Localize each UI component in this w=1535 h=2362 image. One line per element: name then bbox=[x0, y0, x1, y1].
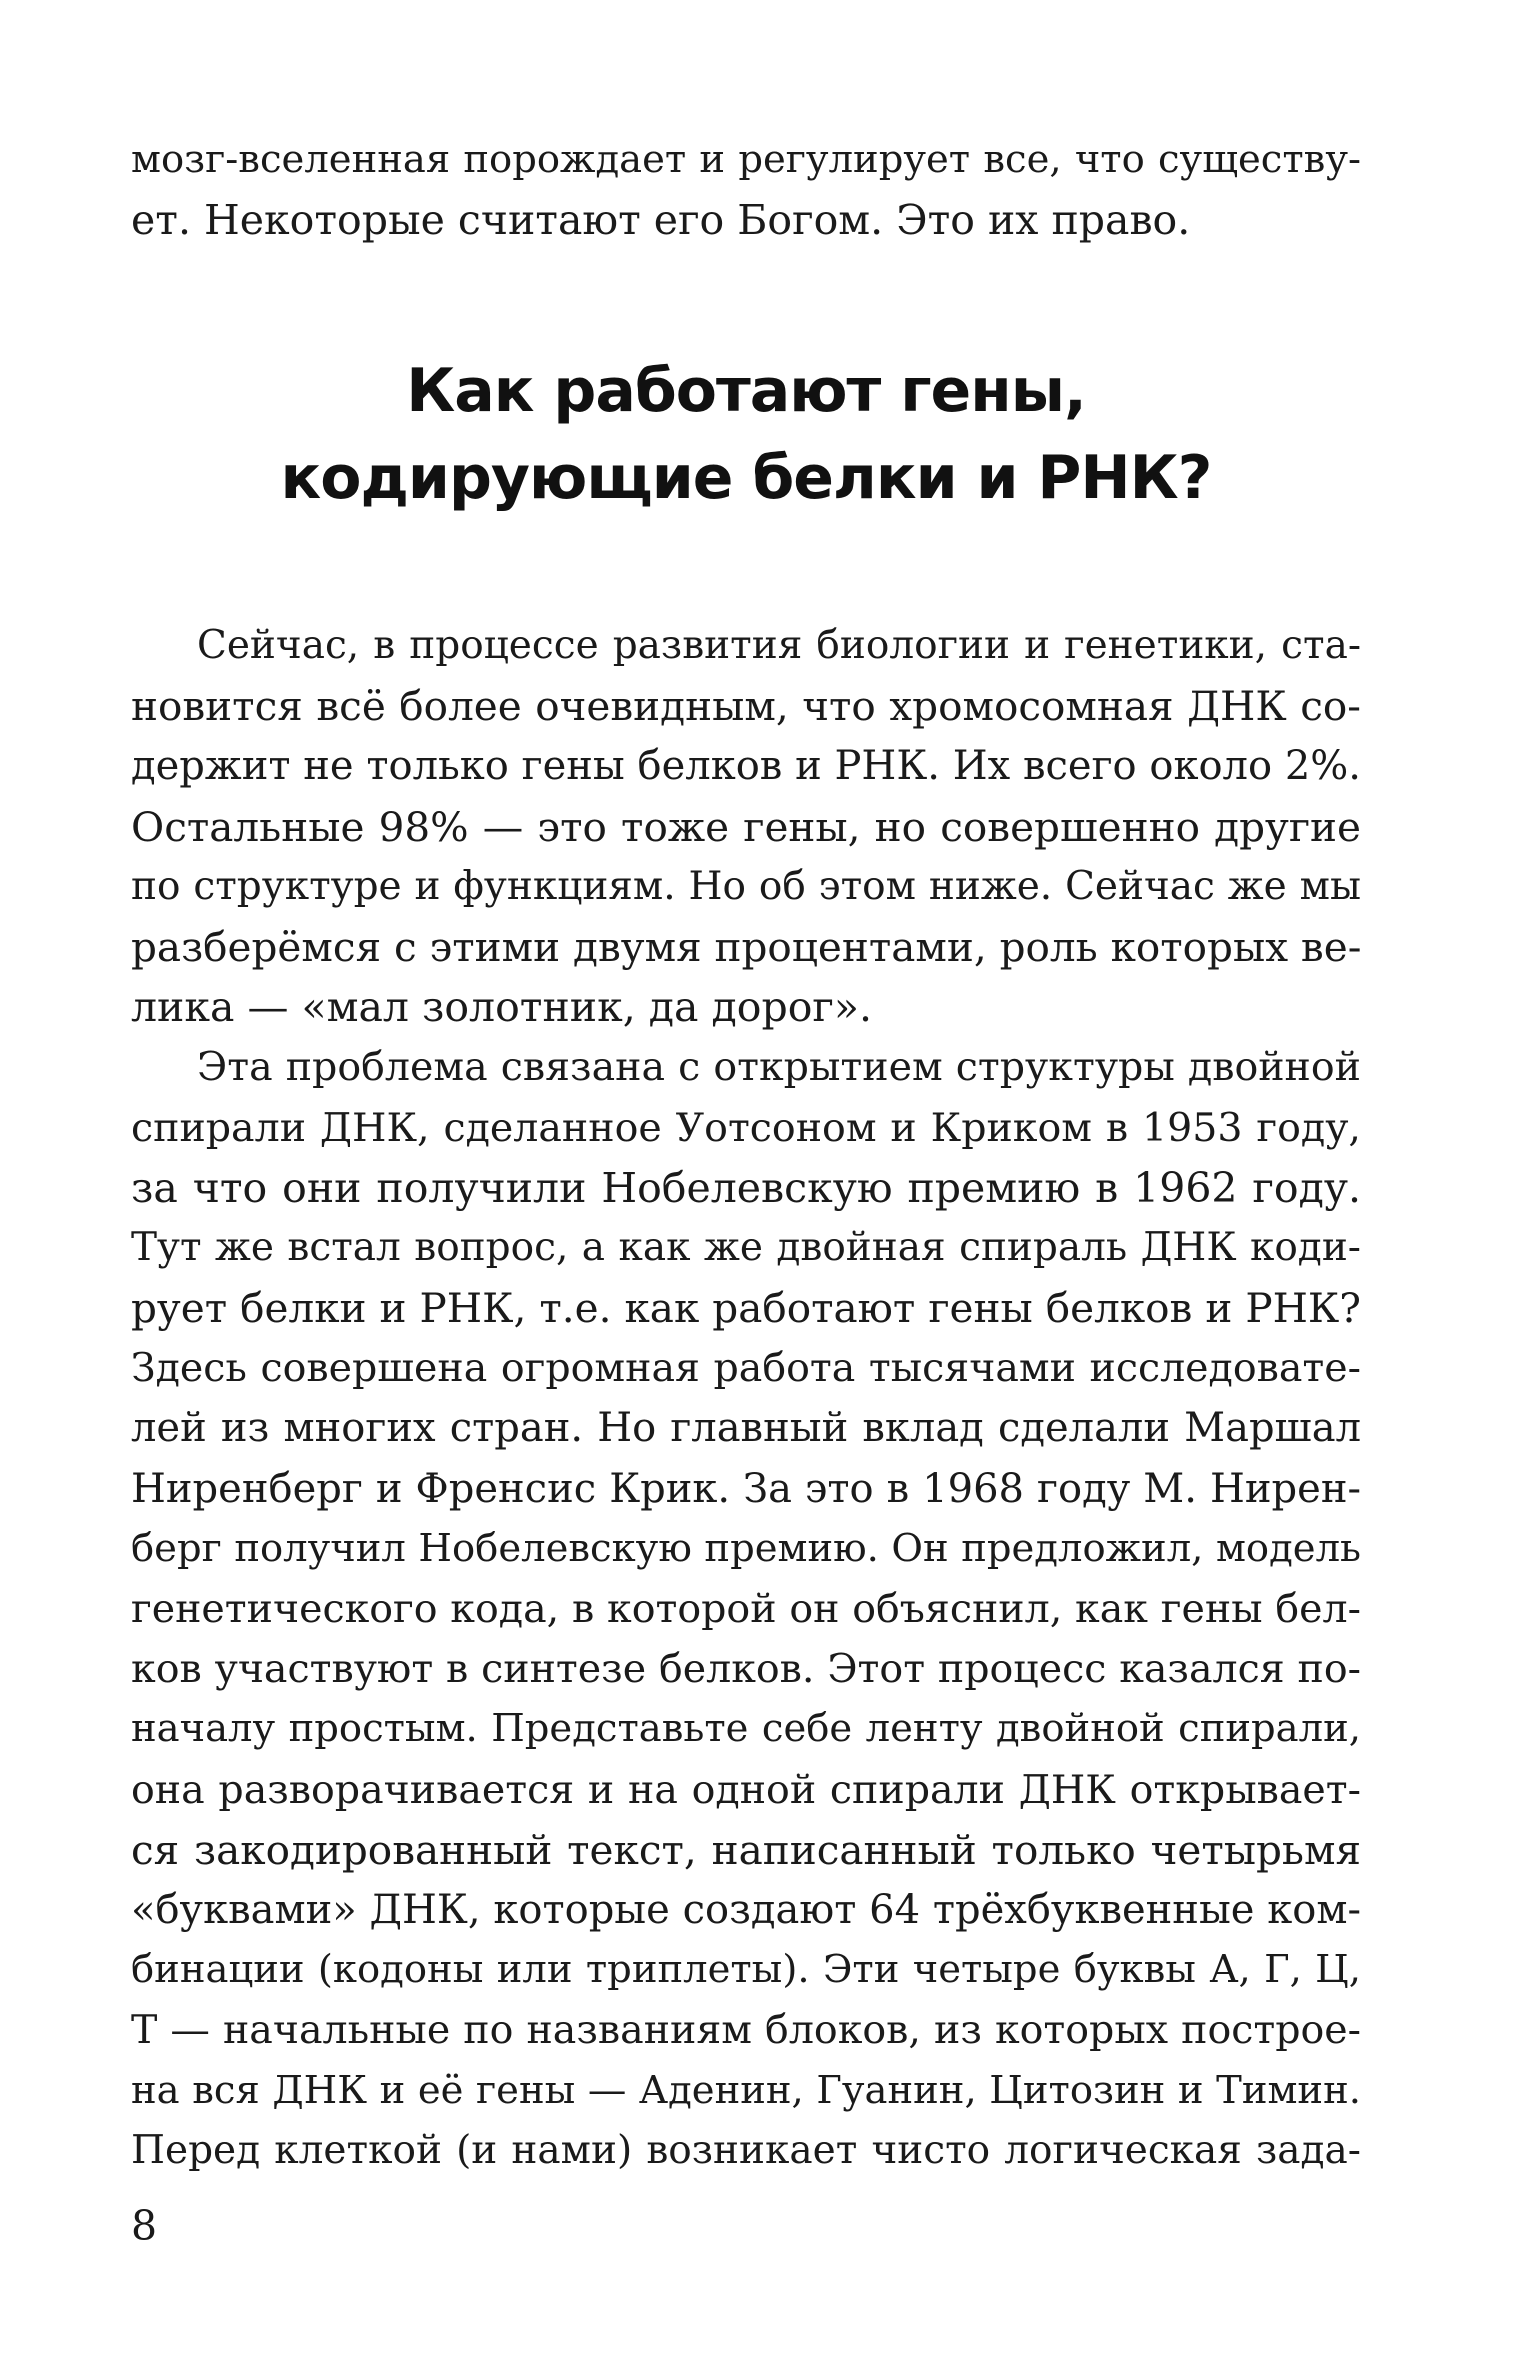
text-line: новится всё более очевидным, что хромосомная ДНК со- bbox=[131, 682, 1361, 731]
text-line: генетического кода, в которой он объяснил, как гены бел- bbox=[131, 1586, 1361, 1632]
text-line: берг получил Нобелевскую премию. Он предложил, модель bbox=[131, 1525, 1361, 1571]
text-line: на вся ДНК и её гены — Аденин, Гуанин, Цитозин и Тимин. bbox=[131, 2067, 1361, 2113]
text-line: она разворачивается и на одной спирали ДНК открывает- bbox=[131, 1766, 1361, 1813]
intro-paragraph bbox=[131, 130, 1361, 250]
text-line: ков участвуют в синтезе белков. Этот процесс казался по- bbox=[131, 1646, 1361, 1693]
text-line: держит не только гены белков и РНК. Их всего около 2%. bbox=[131, 743, 1361, 790]
text-line: Эта проблема связана с открытием структуры двойной bbox=[197, 1044, 1361, 1091]
text-line: лика — «мал золотник, да дорог». bbox=[131, 983, 872, 1032]
text-line: спирали ДНК, сделанное Уотсоном и Криком в 1953 году, bbox=[131, 1104, 1361, 1151]
text-line: Сейчас, в процессе развития биологии и генетики, ста- bbox=[197, 623, 1361, 668]
text-line: Здесь совершена огромная работа тысячами исследовате- bbox=[131, 1345, 1361, 1392]
text-line: за что они получили Нобелевскую премию в 1962 году. bbox=[131, 1163, 1361, 1212]
text-line: лей из многих стран. Но главный вклад сделали Маршал bbox=[131, 1405, 1361, 1452]
heading-line: Как работают гены, bbox=[406, 356, 1086, 426]
text-line: мозг-вселенная порождает и регулирует все, что существу- bbox=[131, 137, 1361, 182]
main-text bbox=[131, 616, 1361, 2181]
text-line: Остальные 98% — это тоже гены, но совершенно другие bbox=[131, 802, 1361, 851]
text-line: бинации (кодоны или триплеты). Эти четыре буквы А, Г, Ц, bbox=[131, 1947, 1361, 1993]
text-line: Тут же встал вопрос, а как же двойная спираль ДНК коди- bbox=[131, 1224, 1361, 1270]
text-line: началу простым. Представьте себе ленту двойной спирали, bbox=[131, 1706, 1361, 1752]
section-heading bbox=[131, 348, 1361, 522]
text-line: разберёмся с этими двумя процентами, роль которых ве- bbox=[131, 922, 1362, 971]
text-line: «буквами» ДНК, которые создают 64 трёхбуквенные ком- bbox=[131, 1886, 1361, 1933]
text-line: Перед клеткой (и нами) возникает чисто логическая зада- bbox=[131, 2127, 1361, 2173]
paragraph-2 bbox=[131, 1037, 1361, 2181]
text-line: Ниренберг и Френсис Крик. За это в 1968 году М. Нирен- bbox=[131, 1465, 1361, 1512]
text-line: рует белки и РНК, т.е. как работают гены белков и РНК? bbox=[131, 1284, 1361, 1333]
heading-line: кодирующие белки и РНК? bbox=[280, 443, 1212, 513]
text-line: Т — начальные по названиям блоков, из которых построе- bbox=[131, 2007, 1361, 2054]
text-line: ет. Некоторые считают его Богом. Это их право. bbox=[131, 196, 1191, 245]
paragraph-1 bbox=[131, 616, 1361, 1037]
text-line: по структуре и функциям. Но об этом ниже. Сейчас же мы bbox=[131, 863, 1361, 909]
text-line: ся закодированный текст, написанный только четырьмя bbox=[131, 1825, 1361, 1874]
page-number: 8 bbox=[131, 2202, 158, 2250]
